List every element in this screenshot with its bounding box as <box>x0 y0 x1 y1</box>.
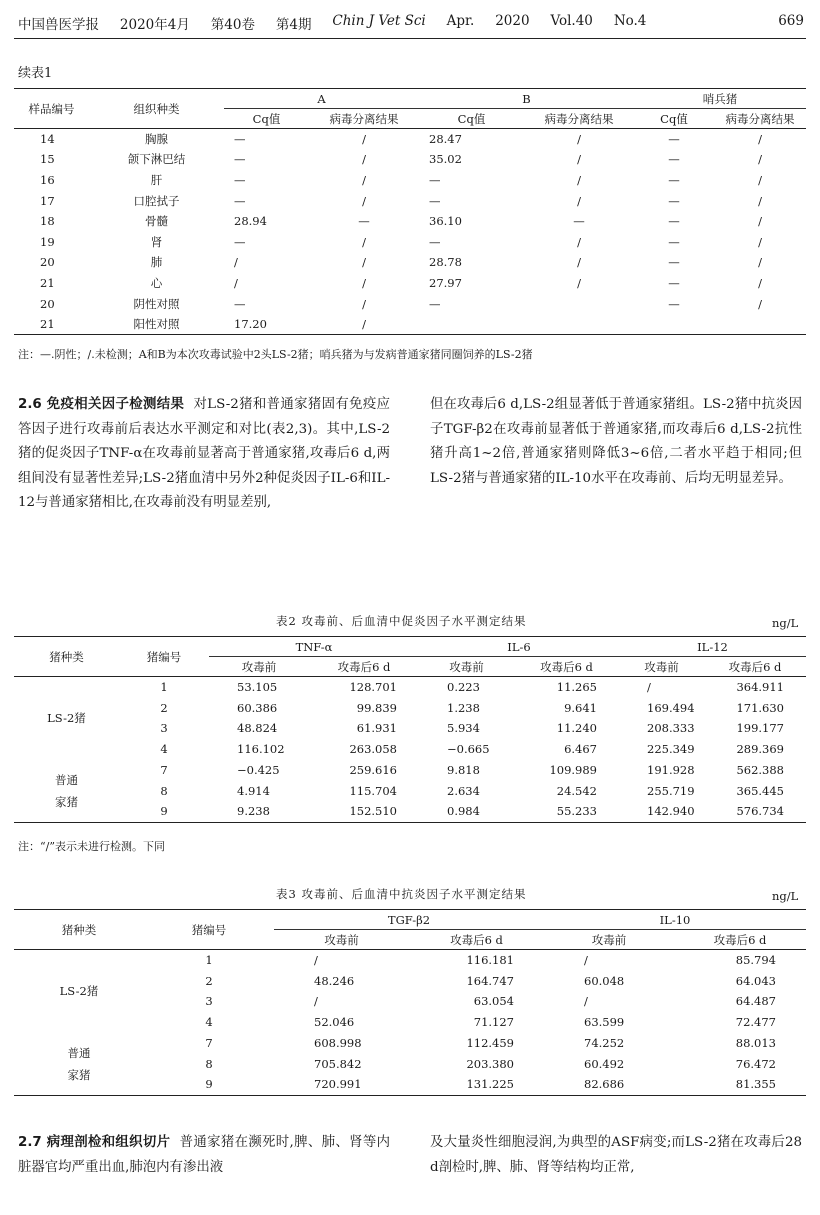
group-b: B <box>419 89 634 109</box>
col-breed: 猪种类 <box>14 637 119 677</box>
sub-pre: 攻毒前 <box>591 932 627 947</box>
table-cell: 肾 <box>150 234 163 249</box>
sec26-left-text: 对LS-2猪和普通家猪固有免疫应答因子进行攻毒前后表达水平测定和对比(表2,3)。其中,LS-2猪的促炎因子TNF-α在攻毒前显著高于普通家猪,攻毒后6 d,两组间没有显著性差异;LS-2猪血清中另外2种促炎因子IL-6和IL-12与普通家猪相比,在攻毒前没有明显差别, <box>18 397 390 510</box>
sec26-heading: 2.6 免疫相关因子检测结果 <box>18 397 185 412</box>
header-rule <box>14 38 806 39</box>
table-cell: 259.616 <box>349 763 397 778</box>
table-cell: 2 <box>205 973 213 988</box>
table-row <box>14 314 806 335</box>
table-cell: 263.058 <box>349 742 397 757</box>
table-row <box>14 801 806 822</box>
table-cell: — <box>668 275 680 290</box>
table-cell: / <box>362 132 366 147</box>
table-cell: 21 <box>40 275 55 290</box>
table-cell: / <box>584 994 588 1009</box>
table-cell: 164.747 <box>466 973 514 988</box>
table-cell: 1 <box>205 953 213 968</box>
col-pig-no: 猪编号 <box>144 910 274 950</box>
table-cell: 72.477 <box>735 1015 776 1030</box>
table-cell: 17.20 <box>234 316 267 331</box>
table-cell: / <box>758 172 762 187</box>
table-cell: / <box>577 275 581 290</box>
table2 <box>14 636 806 823</box>
table-cell: — <box>234 193 246 208</box>
table-cell: 152.510 <box>349 804 397 819</box>
table2-note: 注：“/”表示未进行检测。下同 <box>18 840 165 853</box>
table-cell: 8 <box>160 783 168 798</box>
table-cell: 365.445 <box>736 783 784 798</box>
table-cell: 11.265 <box>556 680 597 695</box>
table-cell: 142.940 <box>647 804 695 819</box>
table-cell: 55.233 <box>556 804 597 819</box>
sec26-left-column <box>18 393 390 516</box>
sub-post: 攻毒后6 d <box>713 932 767 947</box>
table-cell: / <box>577 172 581 187</box>
table-cell: 203.380 <box>466 1056 514 1071</box>
sub-pre: 攻毒前 <box>449 659 484 674</box>
table-row <box>14 760 806 781</box>
table-cell: 48.824 <box>237 721 278 736</box>
table-cell: 99.839 <box>356 700 397 715</box>
breed-common-line1: 普通 <box>55 772 78 787</box>
sub-post: 攻毒后6 d <box>728 659 782 674</box>
table-row <box>14 739 806 760</box>
table-cell: — <box>429 296 441 311</box>
table-cell: 364.911 <box>736 680 784 695</box>
table-cell: 3 <box>160 721 168 736</box>
table-cell: 255.719 <box>647 783 695 798</box>
table-cell: / <box>234 275 238 290</box>
group-il6: IL-6 <box>419 637 619 657</box>
issue-cn: 第4期 <box>275 17 312 33</box>
table-cell: 28.78 <box>429 255 462 270</box>
sub-pre: 攻毒前 <box>241 659 277 674</box>
table-cell: 0.984 <box>447 804 480 819</box>
table-row <box>14 170 806 191</box>
issue-en: No.4 <box>613 13 647 29</box>
col-breed: 猪种类 <box>14 910 144 950</box>
table-row <box>14 697 806 718</box>
table-cell: 2.634 <box>447 783 480 798</box>
table-cell: 109.989 <box>549 763 597 778</box>
table-cell: — <box>668 296 680 311</box>
table-cell: 27.97 <box>429 275 462 290</box>
table-row <box>14 677 806 698</box>
table-cell: 71.127 <box>473 1015 514 1030</box>
table-cell: / <box>362 275 366 290</box>
table-cell: 2 <box>160 700 168 715</box>
table-row <box>14 149 806 170</box>
table-cell: / <box>758 296 762 311</box>
table-cell: 肺 <box>150 255 163 270</box>
table-cell: 9.818 <box>447 763 480 778</box>
table-cell: / <box>314 994 318 1009</box>
table-cell: 9 <box>205 1077 213 1092</box>
table-cell: 60.048 <box>584 973 625 988</box>
table-row <box>14 129 806 150</box>
table-cell: — <box>358 214 370 229</box>
table-cell: / <box>362 255 366 270</box>
breed-common <box>14 760 119 822</box>
sub-post: 攻毒后6 d <box>337 659 391 674</box>
table-cell: 胸腺 <box>145 132 168 147</box>
table-cell: −0.425 <box>237 763 280 778</box>
group-il12: IL-12 <box>619 637 806 657</box>
table-cell <box>634 314 714 335</box>
table-cell: 225.349 <box>647 742 695 757</box>
table-cell: 3 <box>205 994 213 1009</box>
group-sentinel: 哨兵猪 <box>634 89 806 109</box>
table-cell: / <box>577 234 581 249</box>
table-cell: 82.686 <box>584 1077 625 1092</box>
table-cell: 74.252 <box>584 1036 625 1051</box>
table-cell <box>714 314 806 335</box>
table-cell: — <box>234 152 246 167</box>
table-cell: — <box>234 132 246 147</box>
table-cell <box>419 314 524 335</box>
table-cell: — <box>668 132 680 147</box>
table-cell: — <box>429 172 441 187</box>
table-cell: / <box>362 234 366 249</box>
table-cell: / <box>234 255 238 270</box>
table-cell: 60.492 <box>584 1056 625 1071</box>
sub-pre: 攻毒前 <box>644 659 679 674</box>
table-cell: 116.102 <box>237 742 285 757</box>
table-cell: −0.665 <box>447 742 490 757</box>
sub-cq: Cq值 <box>252 111 281 126</box>
table-cell: — <box>668 152 680 167</box>
sub-post: 攻毒后6 d <box>540 659 593 674</box>
table1-note: 注：—.阴性；/.未检测；A和B为本次攻毒试验中2头LS-2猪；哨兵猪为与发病普通家猪同圈饲养的LS-2猪 <box>18 348 533 361</box>
col-pig-no: 猪编号 <box>119 637 209 677</box>
table-row <box>14 211 806 232</box>
table-row <box>14 273 806 294</box>
table-cell: 562.388 <box>736 763 784 778</box>
table-cell: — <box>429 234 441 249</box>
table-cell: / <box>577 152 581 167</box>
table-cell: 61.931 <box>356 721 397 736</box>
sub-isolation: 病毒分离结果 <box>329 111 399 126</box>
table-cell: / <box>362 193 366 208</box>
table-cell: 48.246 <box>314 973 355 988</box>
table-cell: 18 <box>40 214 55 229</box>
table-cell: / <box>362 152 366 167</box>
table-cell: 35.02 <box>429 152 462 167</box>
table-cell: / <box>577 255 581 270</box>
table-cell: 9.641 <box>564 700 597 715</box>
table-cell: 85.794 <box>735 953 776 968</box>
table-cell: 20 <box>40 296 55 311</box>
table3-caption: 表3 攻毒前、后血清中抗炎因子水平测定结果 <box>276 887 527 901</box>
table-cell: 阳性对照 <box>133 316 180 331</box>
table-cell: 116.181 <box>466 953 514 968</box>
table-cell: / <box>758 132 762 147</box>
table-cell: 63.599 <box>584 1015 625 1030</box>
table3 <box>14 909 806 1096</box>
table-cell: 0.223 <box>447 680 480 695</box>
table-cell: 705.842 <box>314 1056 362 1071</box>
table-cell: 53.105 <box>237 680 278 695</box>
table-cell: 60.386 <box>237 700 278 715</box>
table-cell: 81.355 <box>735 1077 776 1092</box>
table-cell: — <box>668 193 680 208</box>
table-cell: / <box>362 172 366 187</box>
table-row <box>14 231 806 252</box>
table-row <box>14 718 806 739</box>
page-number: 669 <box>778 13 804 29</box>
year-en: 2020 <box>495 13 530 29</box>
breed-ls2: LS-2猪 <box>47 711 86 726</box>
table-cell: 720.991 <box>314 1077 362 1092</box>
table-cell: / <box>577 193 581 208</box>
sec27-right-text: 及大量炎性细胞浸润,为典型的ASF病变;而LS-2猪在攻毒后28 d剖检时,脾、肺、肾等结构均正常, <box>430 1135 802 1175</box>
table-cell: 24.542 <box>556 783 597 798</box>
table-cell: 20 <box>40 255 55 270</box>
table-cell: — <box>234 234 246 249</box>
table-cell: 口腔拭子 <box>133 193 180 208</box>
table-cell: 17 <box>40 193 55 208</box>
table-cell: 64.043 <box>735 973 776 988</box>
table-cell: 骨髓 <box>145 214 168 229</box>
table-cell <box>524 314 634 335</box>
table-cell: 8 <box>205 1056 213 1071</box>
table-cell: / <box>362 316 366 331</box>
table-cell: 608.998 <box>314 1036 362 1051</box>
table-cell: — <box>668 234 680 249</box>
table-cell: 63.054 <box>473 994 514 1009</box>
table-cell: 7 <box>160 763 168 778</box>
table-cell: 36.10 <box>429 214 462 229</box>
breed-common-line2: 家猪 <box>67 1067 91 1082</box>
table-cell: 9.238 <box>237 804 270 819</box>
breed-common-line2: 家猪 <box>55 794 78 809</box>
breed-common-line1: 普通 <box>67 1045 91 1060</box>
table-cell: 64.487 <box>735 994 776 1009</box>
volume-cn: 第40卷 <box>210 17 255 33</box>
table-cell: 4 <box>205 1015 213 1030</box>
group-a: A <box>224 89 419 109</box>
table-cell: 19 <box>40 234 55 249</box>
table-cell: — <box>234 172 246 187</box>
table-cell: 28.47 <box>429 132 462 147</box>
breed-ls2: LS-2猪 <box>59 984 99 999</box>
table-row <box>14 1033 806 1054</box>
table-cell: — <box>668 214 680 229</box>
table-cell: / <box>758 275 762 290</box>
table-cell: 131.225 <box>466 1077 514 1092</box>
sec27-left-text: 普通家猪在濒死时,脾、肺、肾等内脏器官均严重出血,肺泡内有渗出液 <box>18 1135 390 1175</box>
table-row <box>14 780 806 801</box>
table-cell: 76.472 <box>735 1056 776 1071</box>
table-cell: 115.704 <box>349 783 397 798</box>
table-cell: — <box>573 214 585 229</box>
table-cell: 88.013 <box>735 1036 776 1051</box>
journal-name-en: Chin J Vet Sci <box>332 13 426 29</box>
table-cell: 1 <box>160 680 168 695</box>
table-cell: 14 <box>40 132 55 147</box>
table-cell: — <box>234 296 246 311</box>
table-cell: 171.630 <box>736 700 784 715</box>
table-cell <box>524 293 634 314</box>
table-cell: 16 <box>40 172 55 187</box>
table-cell: 208.333 <box>647 721 695 736</box>
table-cell: 7 <box>205 1036 213 1051</box>
sub-pre: 攻毒前 <box>324 932 359 947</box>
table1 <box>14 88 806 335</box>
table-cell: / <box>584 953 588 968</box>
table-cell: 阴性对照 <box>133 296 180 311</box>
table-cell: / <box>647 680 651 695</box>
table-cell: 5.934 <box>447 721 480 736</box>
journal-name-cn: 中国兽医学报 <box>18 17 99 33</box>
table-cell: 4 <box>160 742 168 757</box>
table-cell: 191.928 <box>647 763 695 778</box>
table-cell: / <box>758 255 762 270</box>
month-en: Apr. <box>446 13 475 29</box>
table-cell: 心 <box>150 275 163 290</box>
table-cell: 112.459 <box>466 1036 514 1051</box>
sec26-right-text: 但在攻毒后6 d,LS-2组显著低于普通家猪组。LS-2猪中抗炎因子TGF-β2在攻毒前显著低于普通家猪,而攻毒后6 d,LS-2抗性猪升高1~2倍,普通家猪则降低3~6倍,二者水平趋于相同;但LS-2猪与普通家猪的IL-10水平在攻毒前、后均无明显差异。 <box>430 397 802 486</box>
breed-common <box>14 1033 144 1095</box>
volume-en: Vol.40 <box>550 13 593 29</box>
table-cell: — <box>429 193 441 208</box>
sec27-heading: 2.7 病理剖检和组织切片 <box>18 1135 171 1150</box>
table-row <box>14 293 806 314</box>
sub-cq: Cq值 <box>660 111 688 126</box>
sub-post: 攻毒后6 d <box>450 932 503 947</box>
table-cell: 199.177 <box>736 721 784 736</box>
table-cell: / <box>758 214 762 229</box>
table-cell: / <box>577 132 581 147</box>
table-cell: 21 <box>40 316 55 331</box>
table2-unit: ng/L <box>772 616 799 630</box>
table-cell: 289.369 <box>736 742 784 757</box>
table2-caption: 表2 攻毒前、后血清中促炎因子水平测定结果 <box>276 614 527 628</box>
table-cell: 52.046 <box>314 1015 355 1030</box>
issue-date-cn: 2020年4月 <box>119 17 190 33</box>
table-row <box>14 252 806 273</box>
table-cell: / <box>758 234 762 249</box>
running-header <box>18 13 804 33</box>
table-cell: 169.494 <box>647 700 695 715</box>
table-cell: 肝 <box>150 172 163 187</box>
table-cell: / <box>758 193 762 208</box>
continued-label: 续表1 <box>18 66 53 81</box>
table-row <box>14 190 806 211</box>
group-tgfb2: TGF-β2 <box>274 910 544 930</box>
table-cell: 28.94 <box>234 214 267 229</box>
sec27-left-column <box>18 1131 390 1180</box>
table-cell: / <box>362 296 366 311</box>
sub-isolation: 病毒分离结果 <box>725 111 795 126</box>
table-cell: 6.467 <box>564 742 597 757</box>
table-cell: 4.914 <box>237 783 270 798</box>
table-cell: 颌下淋巴结 <box>127 152 186 167</box>
col-tissue: 组织种类 <box>89 89 224 129</box>
group-tnf: TNF-α <box>209 637 419 657</box>
table-cell: — <box>668 172 680 187</box>
table-row <box>14 950 806 971</box>
sub-cq: Cq值 <box>457 111 486 126</box>
table-cell: / <box>314 953 318 968</box>
table-cell: 128.701 <box>349 680 397 695</box>
sub-isolation: 病毒分离结果 <box>544 111 614 126</box>
table-cell: 15 <box>40 152 55 167</box>
table-cell: 9 <box>160 804 168 819</box>
table-cell: 576.734 <box>736 804 784 819</box>
table-cell: 11.240 <box>556 721 597 736</box>
group-il10: IL-10 <box>544 910 806 930</box>
col-sample-no: 样品编号 <box>14 89 89 129</box>
table-cell: — <box>668 255 680 270</box>
table-cell: / <box>758 152 762 167</box>
table-cell: 1.238 <box>447 700 480 715</box>
table3-unit: ng/L <box>772 889 799 903</box>
